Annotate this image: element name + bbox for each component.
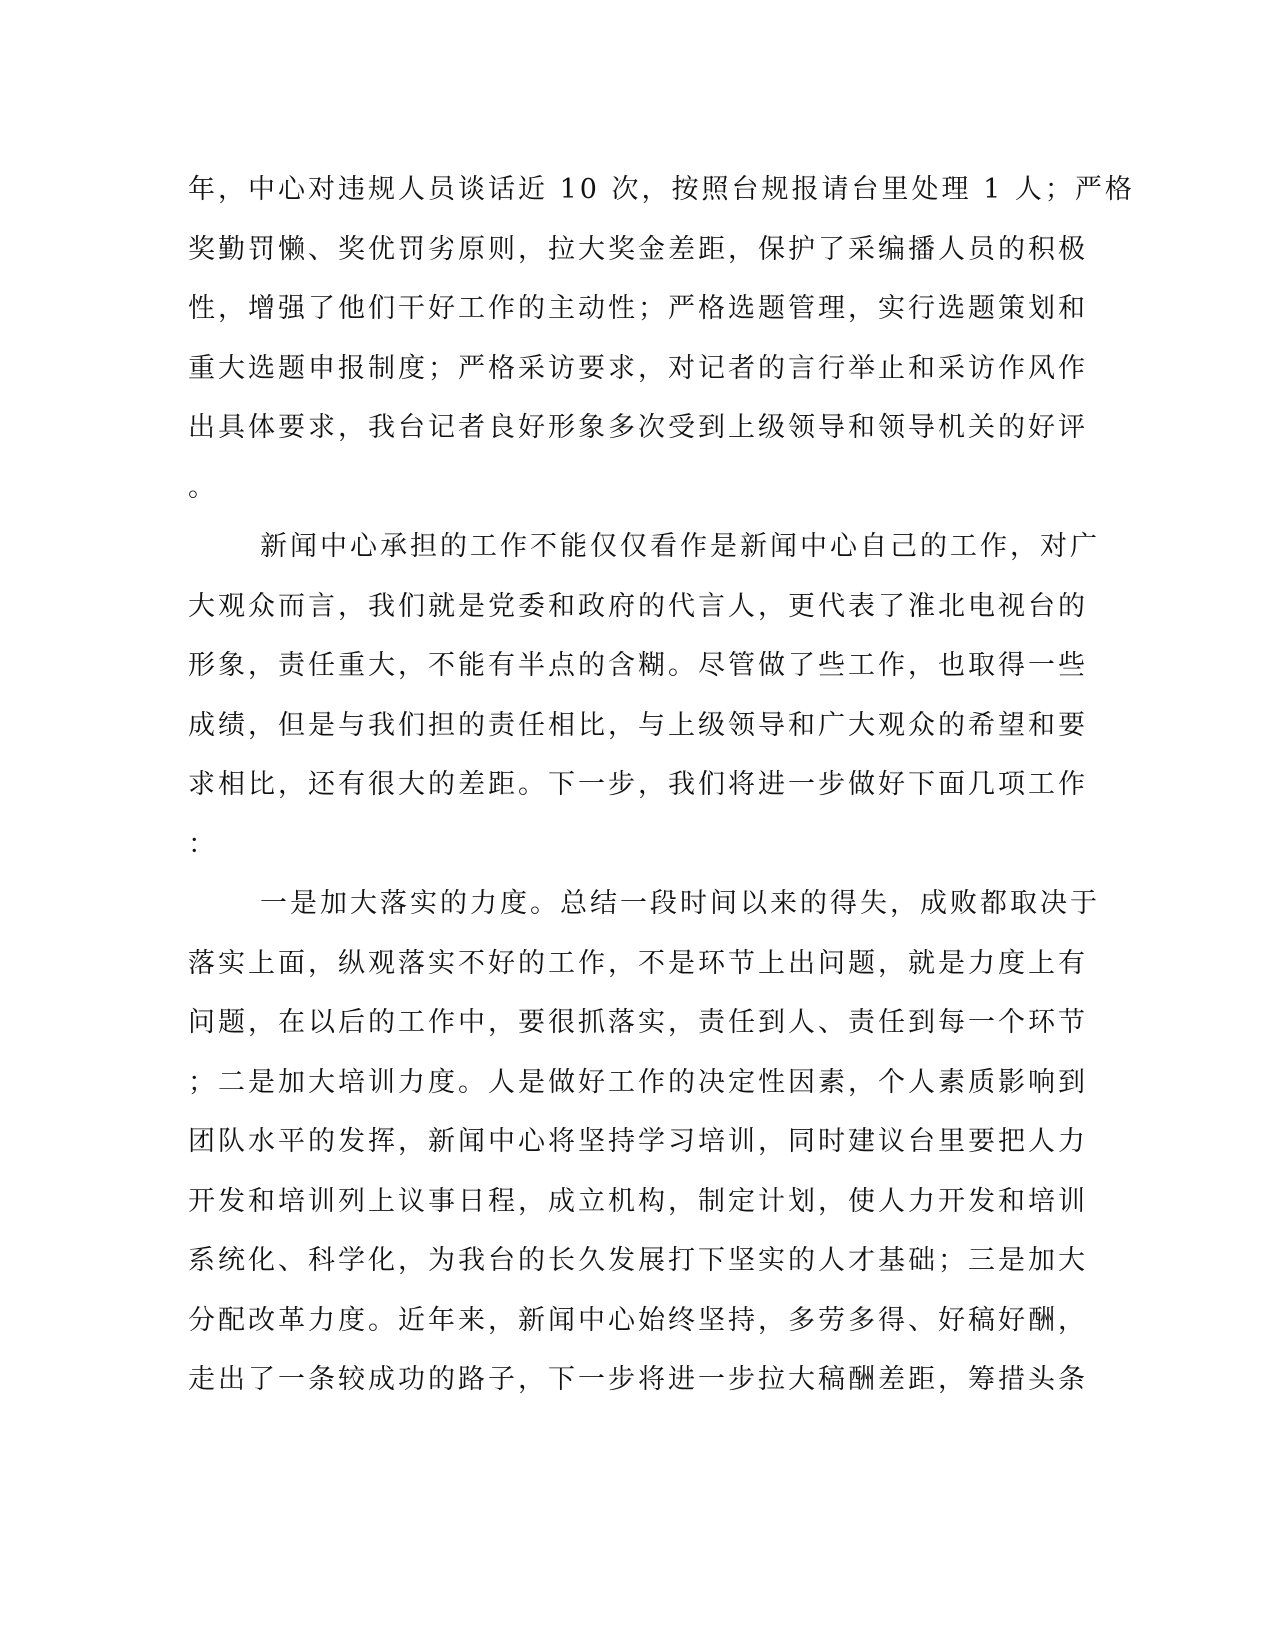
document-body — [188, 160, 1135, 1410]
text-line: 性，增强了他们干好工作的主动性；严格选题管理，实行选题策划和 — [188, 293, 1088, 324]
text-line: ；二是加大培训力度。人是做好工作的决定性因素，个人素质影响到 — [188, 1066, 1088, 1098]
text-line: 。 — [188, 471, 218, 503]
text-line: 走出了一条较成功的路子，下一步将进一步拉大稿酬差距，筹措头条 — [188, 1364, 1088, 1395]
paragraph-first-line: 新闻中心承担的工作不能仅仅看作是新闻中心自己的工作，对广 — [260, 531, 1100, 562]
text-line: 求相比，还有很大的差距。下一步，我们将进一步做好下面几项工作 — [188, 769, 1088, 800]
paragraph-first-line: 一是加大落实的力度。总结一段时间以来的得失，成败都取决于 — [260, 888, 1100, 919]
text-line: 团队水平的发挥，新闻中心将坚持学习培训，同时建议台里要把人力 — [188, 1126, 1088, 1157]
text-line: 形象，责任重大，不能有半点的含糊。尽管做了些工作，也取得一些 — [188, 650, 1088, 681]
text-line: 落实上面，纵观落实不好的工作，不是环节上出问题，就是力度上有 — [188, 947, 1088, 979]
text-line: 问题，在以后的工作中，要很抓落实，责任到人、责任到每一个环节 — [188, 1007, 1088, 1038]
text-line: 重大选题申报制度；严格采访要求，对记者的言行举止和采访作风作 — [188, 352, 1088, 384]
text-line: 分配改革力度。近年来，新闻中心始终坚持，多劳多得、好稿好酬， — [188, 1304, 1088, 1336]
text-line: 系统化、科学化，为我台的长久发展打下坚实的人才基础；三是加大 — [188, 1245, 1088, 1276]
text-line: 年，中心对违规人员谈话近 10 次，按照台规报请台里处理 1 人；严格 — [188, 174, 1135, 205]
text-line: 成绩，但是与我们担的责任相比，与上级领导和广大观众的希望和要 — [188, 709, 1088, 741]
text-line: 奖勤罚懒、奖优罚劣原则，拉大奖金差距，保护了采编播人员的积极 — [188, 233, 1088, 265]
text-line: ： — [188, 828, 218, 860]
text-line: 出具体要求，我台记者良好形象多次受到上级领导和领导机关的好评 — [188, 412, 1088, 443]
text-line: 开发和培训列上议事日程，成立机构，制定计划，使人力开发和培训 — [188, 1185, 1088, 1217]
text-line: 大观众而言，我们就是党委和政府的代言人，更代表了淮北电视台的 — [188, 590, 1088, 622]
